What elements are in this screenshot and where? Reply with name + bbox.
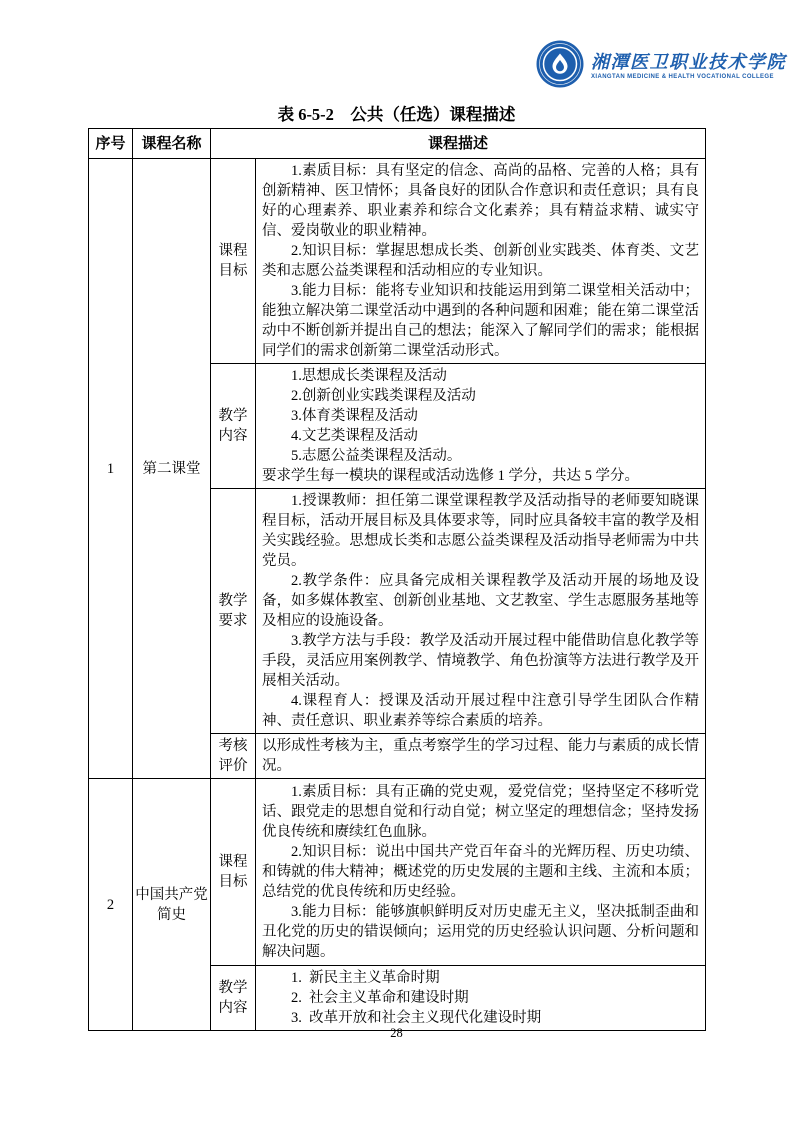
section-label: 课程目标 [211, 159, 256, 364]
list-item: 3.体育类课程及活动 [291, 408, 418, 424]
section-label: 教学内容 [211, 966, 256, 1031]
college-logo [536, 40, 786, 92]
paragraph: 2.知识目标：掌握思想成长类、创新创业实践类、体育类、文艺类和志愿公益类课程和活动相应的专业知识。 [262, 243, 700, 279]
list-item: 3. 改革开放和社会主义现代化建设时期 [291, 1010, 542, 1026]
college-name-block [591, 52, 786, 80]
paragraph: 1.授课教师：担任第二课堂课程教学及活动指导的老师要知晓课程目标，活动开展目标及具体要求等，同时应具备较丰富的教学及相关实践经验。思想成长类和志愿公益类课程及活动指导老师需为中共党员。 [262, 493, 700, 569]
row-number: 2 [89, 779, 133, 1031]
paragraph: 3.教学方法与手段：教学及活动开展过程中能借助信息化教学等手段，灵活应用案例教学、情境教学、角色扮演等方法进行教学及开展相关活动。 [262, 633, 700, 689]
page-number: 28 [390, 1026, 403, 1040]
section-label: 教学内容 [211, 364, 256, 489]
section-content [256, 734, 706, 779]
list-item: 2.创新创业实践类课程及活动 [291, 388, 476, 404]
list-item: 1. 新民主主义革命时期 [291, 970, 440, 986]
paragraph: 2.知识目标：说出中国共产党百年奋斗的光辉历程、历史功绩、和铸就的伟大精神；概述党的历史发展的主题和主线、主流和本质；总结党的优良传统和历史经验。 [262, 844, 700, 900]
section-label: 教学要求 [211, 489, 256, 734]
table-row [89, 159, 706, 364]
college-name-zh: 湘潭医卫职业技术学院 [591, 52, 786, 72]
list-item: 4.文艺类课程及活动 [291, 428, 418, 444]
table-title: 表 6-5-2 公共（任选）课程描述 [277, 105, 516, 124]
course-description-table [88, 128, 706, 1031]
section-content [256, 159, 706, 364]
note-line: 要求学生每一模块的课程或活动选修 1 学分，共达 5 学分。 [262, 468, 639, 484]
list-item: 5.志愿公益类课程及活动。 [291, 448, 462, 464]
table-row [89, 779, 706, 966]
college-seal-icon [536, 40, 584, 93]
list-item: 1.思想成长类课程及活动 [291, 368, 447, 384]
paragraph: 3.能力目标：能够旗帜鲜明反对历史虚无主义，坚决抵制歪曲和丑化党的历史的错误倾向；运用党的历史经验认识问题、分析问题和解决问题。 [262, 904, 700, 960]
row-number: 1 [89, 159, 133, 779]
col-header-desc: 课程描述 [211, 129, 706, 159]
course-name: 第二课堂 [133, 159, 211, 779]
table-header-row [89, 129, 706, 159]
paragraph: 3.能力目标：能将专业知识和技能运用到第二课堂相关活动中；能独立解决第二课堂活动中遇到的各种问题和困难；能在第二课堂活动中不断创新并提出自己的想法；能深入了解同学们的需求；能根据同学们的需求创新第二课堂活动形式。 [262, 283, 700, 359]
section-content [256, 489, 706, 734]
paragraph: 1.素质目标：具有正确的党史观，爱党信党；坚持坚定不移听党话、跟党走的思想自觉和行动自觉；树立坚定的理想信念；坚持发扬优良传统和赓续红色血脉。 [262, 784, 700, 840]
col-header-name: 课程名称 [133, 129, 211, 159]
section-label: 课程目标 [211, 779, 256, 966]
col-header-no: 序号 [89, 129, 133, 159]
paragraph: 2.教学条件：应具备完成相关课程教学及活动开展的场地及设备，如多媒体教室、创新创业基地、文艺教室、学生志愿服务基地等及相应的设施设备。 [262, 573, 700, 629]
section-content [256, 966, 706, 1031]
list-item: 2. 社会主义革命和建设时期 [291, 990, 469, 1006]
section-label: 考核评价 [211, 734, 256, 779]
college-name-en: XIANGTAN MEDICINE & HEALTH VOCATIONAL COLLEGE [591, 74, 774, 80]
paragraph: 1.素质目标：具有坚定的信念、高尚的品格、完善的人格；具有创新精神、医卫情怀；具备良好的团队合作意识和责任意识；具有良好的心理素养、职业素养和综合文化素养；具有精益求精、诚实守信、爱岗敬业的职业精神。 [262, 163, 700, 239]
paragraph: 4.课程育人：授课及活动开展过程中注意引导学生团队合作精神、责任意识、职业素养等综合素质的培养。 [262, 693, 700, 729]
section-content [256, 364, 706, 489]
course-name: 中国共产党简史 [133, 779, 211, 1031]
paragraph: 以形成性考核为主，重点考察学生的学习过程、能力与素质的成长情况。 [262, 738, 700, 774]
section-content [256, 779, 706, 966]
